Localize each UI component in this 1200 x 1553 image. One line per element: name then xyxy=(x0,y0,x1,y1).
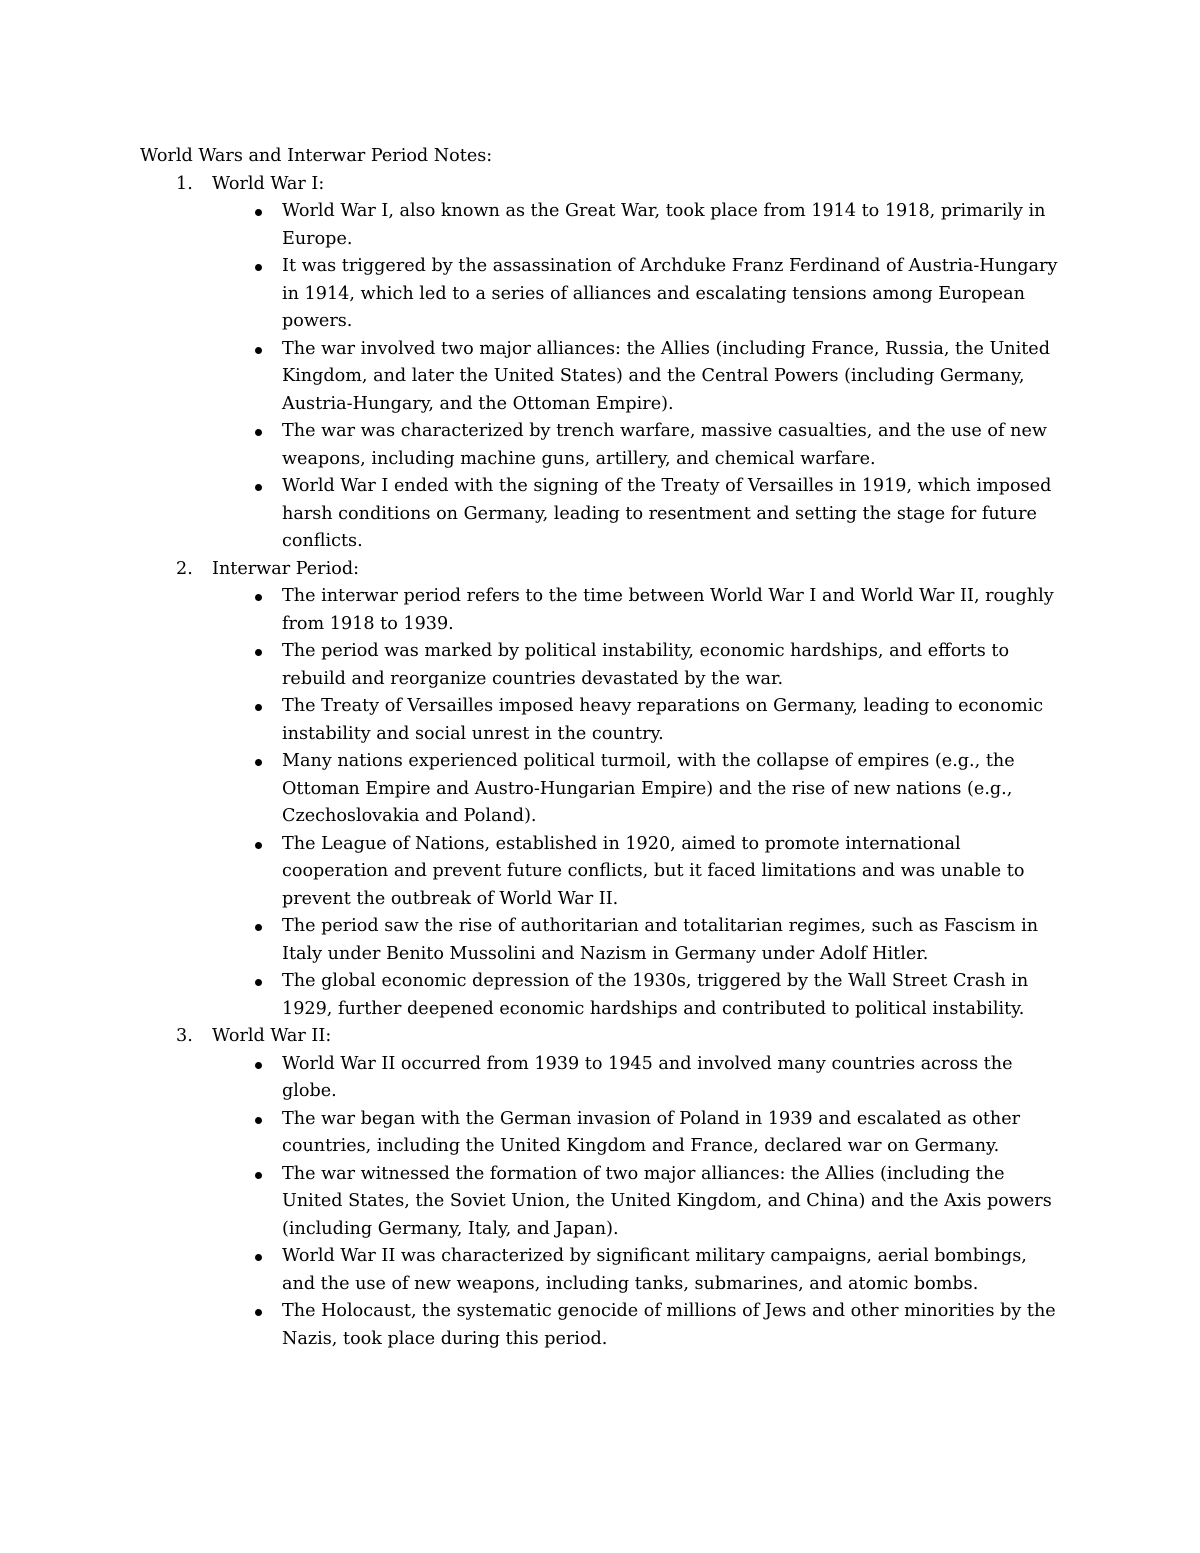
bullet-dot-icon xyxy=(255,1309,262,1316)
bullet-dot-icon xyxy=(255,924,262,931)
bullet-text: The League of Nations, established in 1920, aimed to promote international cooperation and prevent future conflicts, but it faced limitations and was unable to prevent the outbreak of World War II. xyxy=(282,833,1025,909)
bullet-item xyxy=(140,583,1065,638)
bullet-text: World War I, also known as the Great War, took place from 1914 to 1918, primarily in Europe. xyxy=(282,201,1046,249)
section-number: 1. xyxy=(176,173,193,194)
bullet-text: The Holocaust, the systematic genocide of millions of Jews and other minorities by the Nazis, took place during this period. xyxy=(282,1301,1056,1349)
bullet-text: Many nations experienced political turmoil, with the collapse of empires (e.g., the Ottoman Empire and Austro-Hungarian Empire) and the rise of new nations (e.g., Czechoslovakia and Poland). xyxy=(282,751,1015,826)
bullet-dot-icon xyxy=(255,264,262,271)
notes-section xyxy=(140,556,1065,1024)
section-heading-label: World War II: xyxy=(212,1026,332,1046)
bullet-dot-icon xyxy=(255,1254,262,1261)
bullet-text: The global economic depression of the 1930s, triggered by the Wall Street Crash in 1929, further deepened economic hardships and contributed to political instability. xyxy=(282,971,1029,1019)
section-heading-label: Interwar Period: xyxy=(212,558,360,579)
bullet-dot-icon xyxy=(255,704,262,711)
bullet-dot-icon xyxy=(255,209,262,216)
document-title: World Wars and Interwar Period Notes: xyxy=(140,146,493,166)
bullet-list xyxy=(140,583,1065,1023)
bullet-text: The period saw the rise of authoritarian and totalitarian regimes, such as Fascism in Italy under Benito Mussolini and Nazism in Germany under Adolf Hitler. xyxy=(282,916,1039,964)
section-heading xyxy=(140,171,1065,199)
bullet-text: The war witnessed the formation of two major alliances: the Allies (including the United States, the Soviet Union, the United Kingdom, and China) and the Axis powers (including Germany, Italy, and Japan). xyxy=(282,1163,1052,1239)
bullet-item xyxy=(140,748,1065,831)
bullet-dot-icon xyxy=(255,484,262,491)
bullet-text: The period was marked by political instability, economic hardships, and efforts to rebuild and reorganize countries devastated by the war. xyxy=(282,641,1010,689)
bullet-item xyxy=(140,1051,1065,1106)
bullet-item xyxy=(140,913,1065,968)
bullet-item xyxy=(140,968,1065,1023)
bullet-dot-icon xyxy=(255,1062,262,1069)
document-body xyxy=(140,143,1065,1353)
bullet-dot-icon xyxy=(255,429,262,436)
bullet-text: World War II occurred from 1939 to 1945 and involved many countries across the globe. xyxy=(282,1053,1013,1101)
bullet-dot-icon xyxy=(255,1117,262,1124)
bullet-dot-icon xyxy=(255,759,262,766)
bullet-text: The war began with the German invasion of Poland in 1939 and escalated as other countries, including the United Kingdom and France, declared war on Germany. xyxy=(282,1108,1021,1156)
bullet-text: The war was characterized by trench warfare, massive casualties, and the use of new weapons, including machine guns, artillery, and chemical warfare. xyxy=(282,421,1047,469)
section-number: 3. xyxy=(176,1026,193,1046)
bullet-item xyxy=(140,1106,1065,1161)
bullet-text: The Treaty of Versailles imposed heavy reparations on Germany, leading to economic instability and social unrest in the country. xyxy=(282,696,1044,744)
bullet-item xyxy=(140,831,1065,914)
section-heading xyxy=(140,556,1065,584)
bullet-dot-icon xyxy=(255,649,262,656)
bullet-dot-icon xyxy=(255,1172,262,1179)
bullet-dot-icon xyxy=(255,842,262,849)
bullet-text: The war involved two major alliances: the Allies (including France, Russia, the United Kingdom, and later the United States) and the Central Powers (including Germany, Austria-Hungary, and the Ottoman Empire). xyxy=(282,338,1050,414)
bullet-text: World War I ended with the signing of the Treaty of Versailles in 1919, which imposed harsh conditions on Germany, leading to resentment and setting the stage for future conflicts. xyxy=(282,476,1052,551)
bullet-item xyxy=(140,1298,1065,1353)
bullet-text: It was triggered by the assassination of Archduke Franz Ferdinand of Austria-Hungary in 1914, which led to a series of alliances and escalating tensions among European powers. xyxy=(282,256,1058,331)
section-heading xyxy=(140,1023,1065,1051)
section-number: 2. xyxy=(176,558,193,579)
bullet-text: World War II was characterized by significant military campaigns, aerial bombings, and the use of new weapons, including tanks, submarines, and atomic bombs. xyxy=(282,1246,1027,1294)
bullet-dot-icon xyxy=(255,594,262,601)
notes-section xyxy=(140,171,1065,556)
bullet-text: The interwar period refers to the time between World War I and World War II, roughly from 1918 to 1939. xyxy=(282,586,1054,634)
bullet-item xyxy=(140,1243,1065,1298)
section-heading-label: World War I: xyxy=(212,173,325,194)
bullet-item xyxy=(140,638,1065,693)
bullet-item xyxy=(140,1161,1065,1244)
bullet-item xyxy=(140,253,1065,336)
bullet-list xyxy=(140,198,1065,556)
bullet-dot-icon xyxy=(255,347,262,354)
notes-section xyxy=(140,1023,1065,1353)
bullet-item xyxy=(140,473,1065,556)
bullet-item xyxy=(140,336,1065,419)
bullet-list xyxy=(140,1051,1065,1354)
bullet-item xyxy=(140,418,1065,473)
bullet-dot-icon xyxy=(255,979,262,986)
notes-list xyxy=(140,171,1065,1354)
bullet-item xyxy=(140,198,1065,253)
bullet-item xyxy=(140,693,1065,748)
